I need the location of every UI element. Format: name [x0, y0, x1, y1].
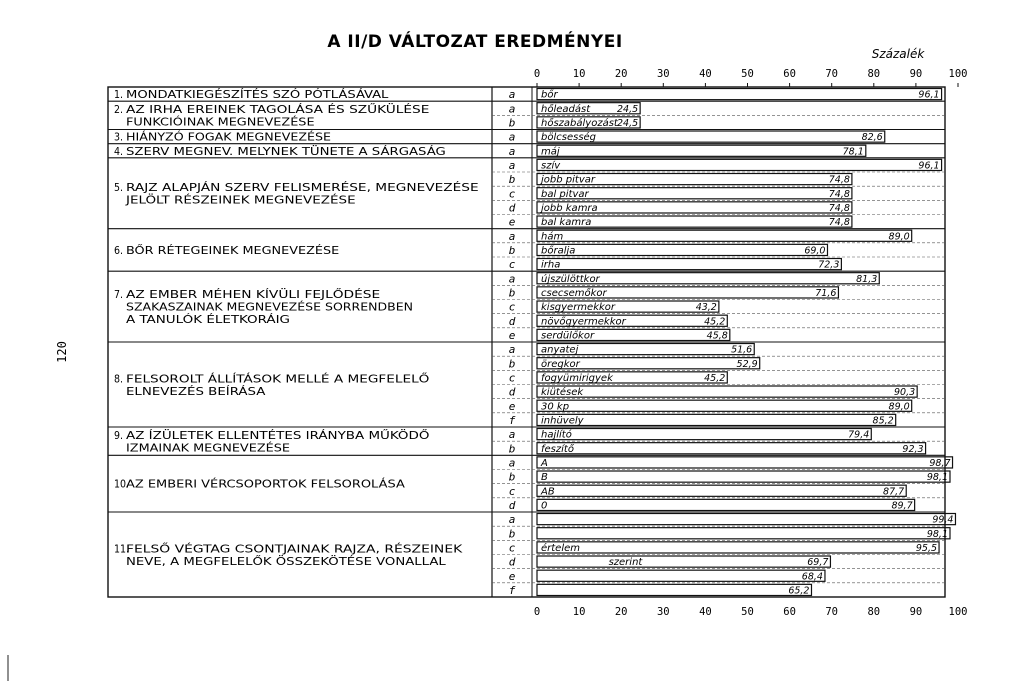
bar-value: 79,4	[848, 429, 870, 441]
bar-value: 69,7	[807, 557, 829, 569]
bottom-tick-label: 10	[572, 606, 586, 618]
bar-label: öregkor	[541, 358, 580, 370]
task-description: NEVE, A MEGFELELŐK ÖSSZEKÖTÉSE VONALLAL	[126, 555, 355, 568]
bar-label: bölcsesség	[541, 132, 597, 144]
data-bar	[537, 386, 917, 397]
task-description: AZ ÍZÜLETEK ELLENTÉTES IRÁNYBA MŰKÖDŐ	[126, 429, 340, 442]
bar-label: irha	[541, 259, 561, 271]
bar-value: 90,3	[894, 387, 916, 399]
data-bar	[537, 570, 825, 581]
item-letter: b	[508, 116, 516, 130]
bar-value: 45,2	[704, 316, 726, 328]
bar-label: fogyümirigyek	[541, 373, 613, 384]
top-tick-label: 90	[909, 68, 923, 80]
item-letter: d	[508, 499, 516, 512]
top-tick-label: 60	[783, 68, 796, 80]
item-letter: b	[508, 173, 516, 187]
bottom-tick-label: 70	[825, 606, 839, 618]
bar-value: 85,2	[872, 415, 894, 427]
task-description: RAJZ ALAPJÁN SZERV FELISMERÉSE, MEGNEVEZÉSE	[126, 182, 370, 194]
bar-label: bőralja	[541, 245, 576, 257]
page-number: 120	[55, 341, 69, 363]
chart-title: A II/D VÁLTOZAT EREDMÉNYEI	[327, 32, 623, 52]
bar-value: 82,6	[861, 132, 883, 144]
data-bar	[537, 499, 915, 510]
item-letter: d	[508, 385, 516, 399]
data-bar	[537, 471, 950, 482]
bar-label: 0	[541, 500, 548, 512]
bar-value: 87,7	[883, 486, 905, 498]
bar-value: 96,1	[918, 89, 940, 101]
data-bar	[537, 159, 942, 170]
item-letter: c	[508, 541, 516, 555]
bar-label: bal pitvar	[541, 188, 589, 200]
bar-value: 45,8	[706, 330, 728, 342]
bar-label: A	[541, 458, 548, 469]
item-letter: e	[508, 329, 516, 342]
bar-label: anyatej	[541, 344, 579, 356]
bottom-tick-label: 80	[867, 606, 881, 618]
bar-value: 98,1	[926, 472, 949, 484]
item-letter: f	[508, 414, 516, 427]
bar-label: hőleadást	[541, 103, 591, 115]
item-letter: e	[508, 569, 516, 583]
data-bar	[537, 485, 906, 496]
task-description: FELSOROLT ÁLLÍTÁSOK MELLÉ A MEGFELELŐ	[126, 373, 337, 386]
item-letter: a	[508, 343, 516, 357]
data-bar	[537, 244, 827, 255]
task-description: AZ EMBER MÉHEN KÍVÜLI FEJLŐDÉSE	[126, 289, 301, 302]
bar-label: újszülöttkor	[541, 273, 600, 285]
data-bar	[537, 542, 939, 553]
task-number: 3.	[114, 131, 124, 144]
data-bar	[537, 457, 953, 468]
bottom-tick-label: 50	[741, 606, 754, 618]
top-tick-label: 70	[825, 68, 839, 80]
bar-value: 68,4	[801, 571, 823, 583]
bar-value: 95,5	[915, 543, 938, 554]
task-number: 7.	[114, 289, 124, 302]
item-letter: c	[508, 258, 516, 272]
task-number: 11.	[114, 543, 130, 556]
bottom-axis	[534, 606, 968, 618]
data-bar	[537, 514, 955, 525]
bottom-tick-label: 100	[948, 606, 968, 618]
task-number: 9.	[114, 429, 124, 442]
bar-label: 30 kp	[541, 401, 570, 413]
item-letter: b	[508, 244, 516, 257]
bar-value: 74,8	[828, 174, 850, 186]
item-letter: a	[508, 144, 516, 158]
bar-value: 89,0	[888, 401, 910, 413]
bar-value: 72,3	[818, 259, 840, 271]
bar-value: 92,3	[902, 443, 924, 455]
item-letter: a	[508, 456, 516, 470]
data-bar	[537, 556, 830, 567]
task-description: SZAKASZAINAK MEGNEVEZÉSE SORRENDBEN	[126, 301, 343, 314]
task-description: IZMAINAK MEGNEVEZÉSE	[126, 442, 247, 455]
bar-label: bőr	[541, 89, 558, 101]
task-number: 4.	[114, 145, 124, 158]
bar-label: kiütések	[541, 387, 584, 399]
item-letter: b	[508, 527, 516, 541]
bar-label: növőgyermekkor	[541, 316, 626, 328]
bar-value: 89,7	[891, 500, 913, 512]
data-bar	[537, 414, 896, 425]
task-description: HIÁNYZÓ FOGAK MEGNEVEZÉSE	[126, 131, 280, 144]
item-letter: e	[508, 399, 516, 413]
bar-value: 71,6	[815, 288, 837, 299]
bar-value: 52,9	[736, 358, 758, 370]
item-letter: d	[508, 314, 516, 328]
item-letter: c	[508, 484, 516, 498]
data-bar	[537, 429, 871, 440]
item-letter: a	[508, 513, 516, 527]
bar-label: hám	[541, 231, 564, 243]
bar-value: 78,1	[842, 146, 864, 158]
item-letter: a	[508, 130, 516, 144]
item-letter: a	[508, 159, 516, 172]
bar-label: hajlító	[541, 429, 572, 441]
task-number: 1.	[114, 89, 124, 102]
task-description: FUNKCIÓINAK MEGNEVEZÉSE	[126, 116, 265, 129]
bar-value: 98,1	[926, 528, 949, 540]
bar-label: serdülőkor	[541, 330, 595, 342]
top-tick-label: 20	[614, 68, 628, 80]
item-letter: e	[508, 215, 516, 229]
task-description: FELSŐ VÉGTAG CSONTJAINAK RAJZA, RÉSZEINEK	[126, 543, 355, 556]
task-number: 2.	[114, 104, 124, 117]
item-letter: f	[508, 584, 516, 597]
bar-label: értelem	[541, 543, 581, 554]
bar-label: AB	[541, 486, 555, 498]
top-tick-label: 80	[867, 68, 881, 80]
data-bar	[537, 259, 841, 270]
item-letter: a	[508, 102, 516, 116]
item-letter: c	[508, 371, 516, 385]
item-letter: a	[508, 428, 516, 442]
top-axis	[534, 68, 968, 87]
top-tick-label: 10	[572, 68, 586, 80]
task-number: 10.	[114, 478, 130, 491]
bottom-tick-label: 30	[656, 606, 670, 618]
data-bar	[537, 584, 811, 595]
bar-value: 24,5	[616, 118, 639, 129]
bar-value: 96,1	[918, 160, 940, 172]
bar-value: 98,7	[929, 458, 951, 469]
task-description: AZ IRHA EREINEK TAGOLÁSA ÉS SZŰKÜLÉSE	[126, 104, 336, 117]
data-bar	[537, 400, 912, 411]
item-letter: d	[508, 201, 516, 215]
bar-value: 43,2	[695, 302, 717, 314]
bar-value: 99,4	[932, 514, 954, 526]
item-letter: b	[508, 470, 516, 484]
unit-label: Százalék	[871, 47, 925, 61]
bar-value: 65,2	[788, 585, 810, 597]
bottom-tick-label: 60	[783, 606, 796, 618]
top-tick-label: 30	[656, 68, 670, 80]
item-letter: a	[508, 272, 516, 286]
bar-value: 74,8	[828, 188, 850, 200]
data-bar	[537, 230, 912, 241]
top-tick-label: 100	[948, 68, 968, 80]
task-description: A TANULÓK ÉLETKORÁIG	[126, 314, 242, 327]
task-description: BŐR RÉTEGEINEK MEGNEVEZÉSE	[126, 244, 284, 257]
data-bar	[537, 528, 950, 539]
top-tick-label: 0	[533, 68, 541, 80]
task-description: SZERV MEGNEV. MELYNEK TÜNETE A SÁRGASÁG	[126, 145, 355, 158]
item-letter: c	[508, 187, 516, 201]
bar-label: szerint	[608, 557, 643, 569]
bar-value: 89,0	[888, 231, 910, 243]
bar-label: máj	[541, 146, 560, 158]
item-letter: b	[508, 442, 516, 456]
task-description: MONDATKIEGÉSZÍTÉS SZÓ PÓTLÁSÁVAL	[126, 89, 315, 102]
top-tick-label: 50	[741, 68, 754, 80]
bar-value: 45,2	[704, 373, 726, 384]
bar-value: 74,8	[828, 203, 850, 214]
bar-value: 81,3	[856, 273, 878, 285]
task-description: JELÖLT RÉSZEINEK MEGNEVEZÉSE	[126, 194, 287, 207]
data-bar	[537, 145, 866, 156]
top-tick-label: 40	[699, 68, 712, 80]
task-description: ELNEVEZÉS BEÍRÁSA	[126, 385, 225, 398]
bar-label: B	[541, 472, 548, 484]
bar-label: kisgyermekkor	[541, 302, 616, 314]
bar-label: bal kamra	[541, 217, 592, 229]
bar-label: jobb pitvar	[541, 174, 595, 186]
item-letter: c	[508, 300, 516, 314]
bar-value: 74,8	[828, 217, 850, 229]
task-number: 5.	[114, 182, 124, 194]
bar-value: 69,0	[804, 245, 826, 257]
task-description: AZ EMBERI VÉRCSOPORTOK FELSOROLÁSA	[126, 478, 330, 491]
data-bar	[537, 443, 926, 454]
bar-label: feszítő	[541, 443, 574, 455]
task-number: 6.	[114, 244, 124, 257]
bar-label: csecsemőkor	[541, 288, 607, 299]
bottom-tick-label: 0	[533, 606, 541, 618]
item-letter: d	[508, 555, 516, 569]
bottom-tick-label: 90	[909, 606, 923, 618]
bottom-tick-label: 40	[699, 606, 712, 618]
bottom-tick-label: 20	[614, 606, 628, 618]
bar-label: inhüvely	[541, 415, 584, 427]
bar-value: 51,6	[731, 344, 753, 356]
task-number: 8.	[114, 373, 124, 386]
bar-label: szív	[541, 160, 561, 172]
item-letter: a	[508, 229, 516, 243]
bar-label: hőszabályozást	[541, 118, 618, 129]
item-letter: a	[508, 88, 516, 102]
bar-label: jobb kamra	[541, 203, 598, 214]
item-letter: b	[508, 286, 516, 300]
data-bar	[537, 89, 942, 100]
task-table	[108, 87, 945, 597]
bar-value: 24,5	[616, 103, 639, 115]
item-letter: b	[508, 357, 516, 371]
